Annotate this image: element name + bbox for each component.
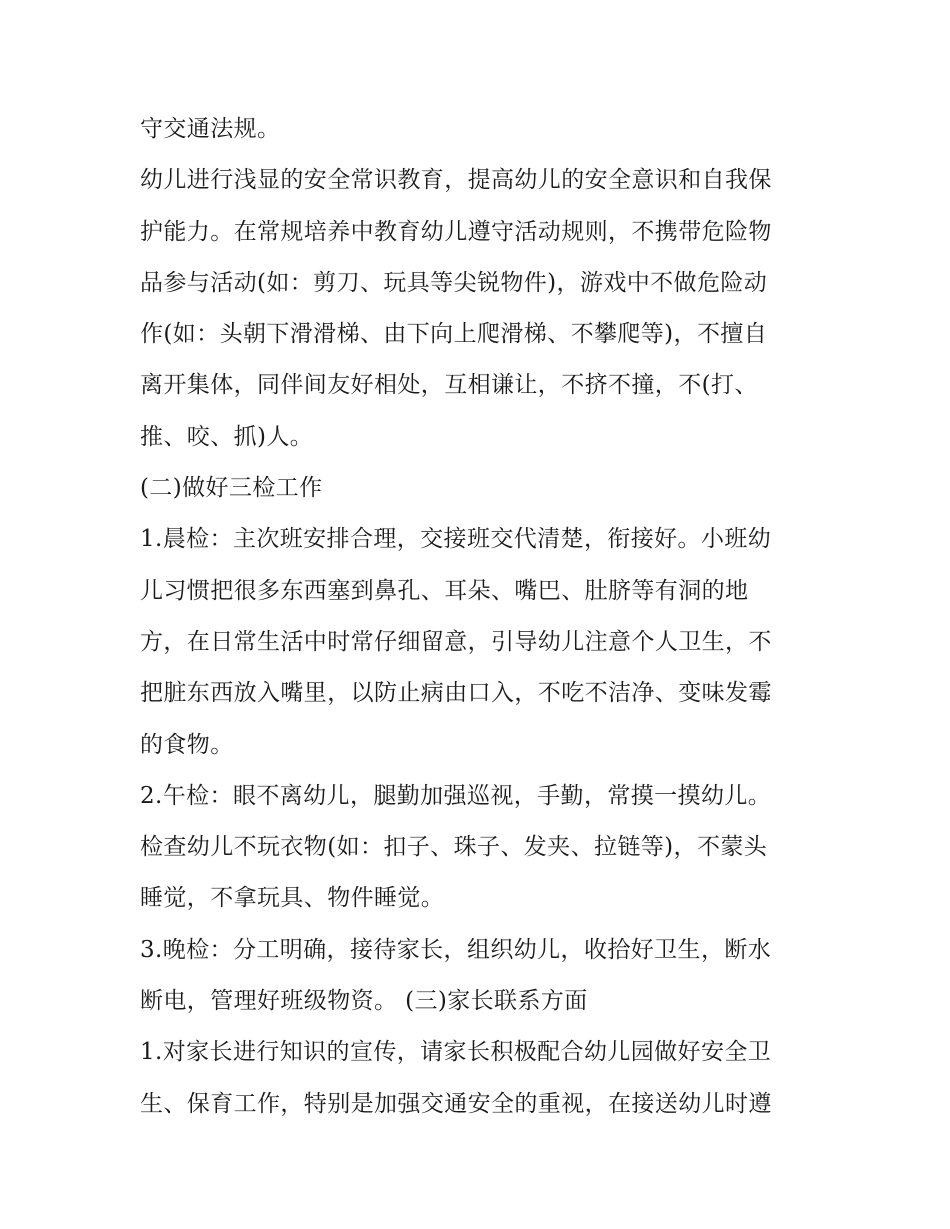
text-line: 的食物。 [140, 731, 234, 758]
text-line: 3.晚检：分工明确，接待家长，组织幼儿，收拾好卫生，断水 [140, 936, 772, 963]
text-line: 品参与活动(如：剪刀、玩具等尖锐物件)，游戏中不做危险动 [140, 269, 768, 296]
text-line: 离开集体，同伴间友好相处，互相谦让，不挤不撞，不(打、 [140, 372, 758, 399]
text-line: 护能力。在常规培养中教育幼儿遵守活动规则，不携带危险物 [140, 218, 772, 245]
section-heading: (二)做好三检工作 [140, 475, 323, 502]
text-line: 守交通法规。 [140, 116, 281, 142]
text-line: 幼儿进行浅显的安全常识教育，提高幼儿的安全意识和自我保 [140, 167, 772, 194]
text-line: 把脏东西放入嘴里，以防止病由口入，不吃不洁净、变味发霉 [140, 680, 772, 707]
text-line: 儿习惯把很多东西塞到鼻孔、耳朵、嘴巴、肚脐等有洞的地 [140, 577, 749, 604]
text-line: 推、咬、抓)人。 [140, 423, 314, 450]
text-line: 1.晨检：主次班安排合理，交接班交代清楚，衔接好。小班幼 [140, 526, 772, 553]
text-line: 检查幼儿不玩衣物(如：扣子、珠子、发夹、拉链等)，不蒙头 [140, 834, 768, 861]
text-line: 睡觉，不拿玩具、物件睡觉。 [140, 885, 445, 912]
text-line: 2.午检：眼不离幼儿，腿勤加强巡视，手勤，常摸一摸幼儿。 [140, 782, 772, 809]
text-line: 1.对家长进行知识的宣传，请家长积极配合幼儿园做好安全卫 [140, 1039, 772, 1066]
text-line: 断电，管理好班级物资。 (三)家长联系方面 [140, 988, 588, 1015]
text-line: 方，在日常生活中时常仔细留意，引导幼儿注意个人卫生，不 [140, 628, 772, 655]
document-body [140, 104, 815, 1130]
text-line: 生、保育工作，特别是加强交通安全的重视，在接送幼儿时遵 [140, 1090, 772, 1117]
text-line: 作(如：头朝下滑滑梯、由下向上爬滑梯、不攀爬等)，不擅自 [140, 321, 768, 348]
